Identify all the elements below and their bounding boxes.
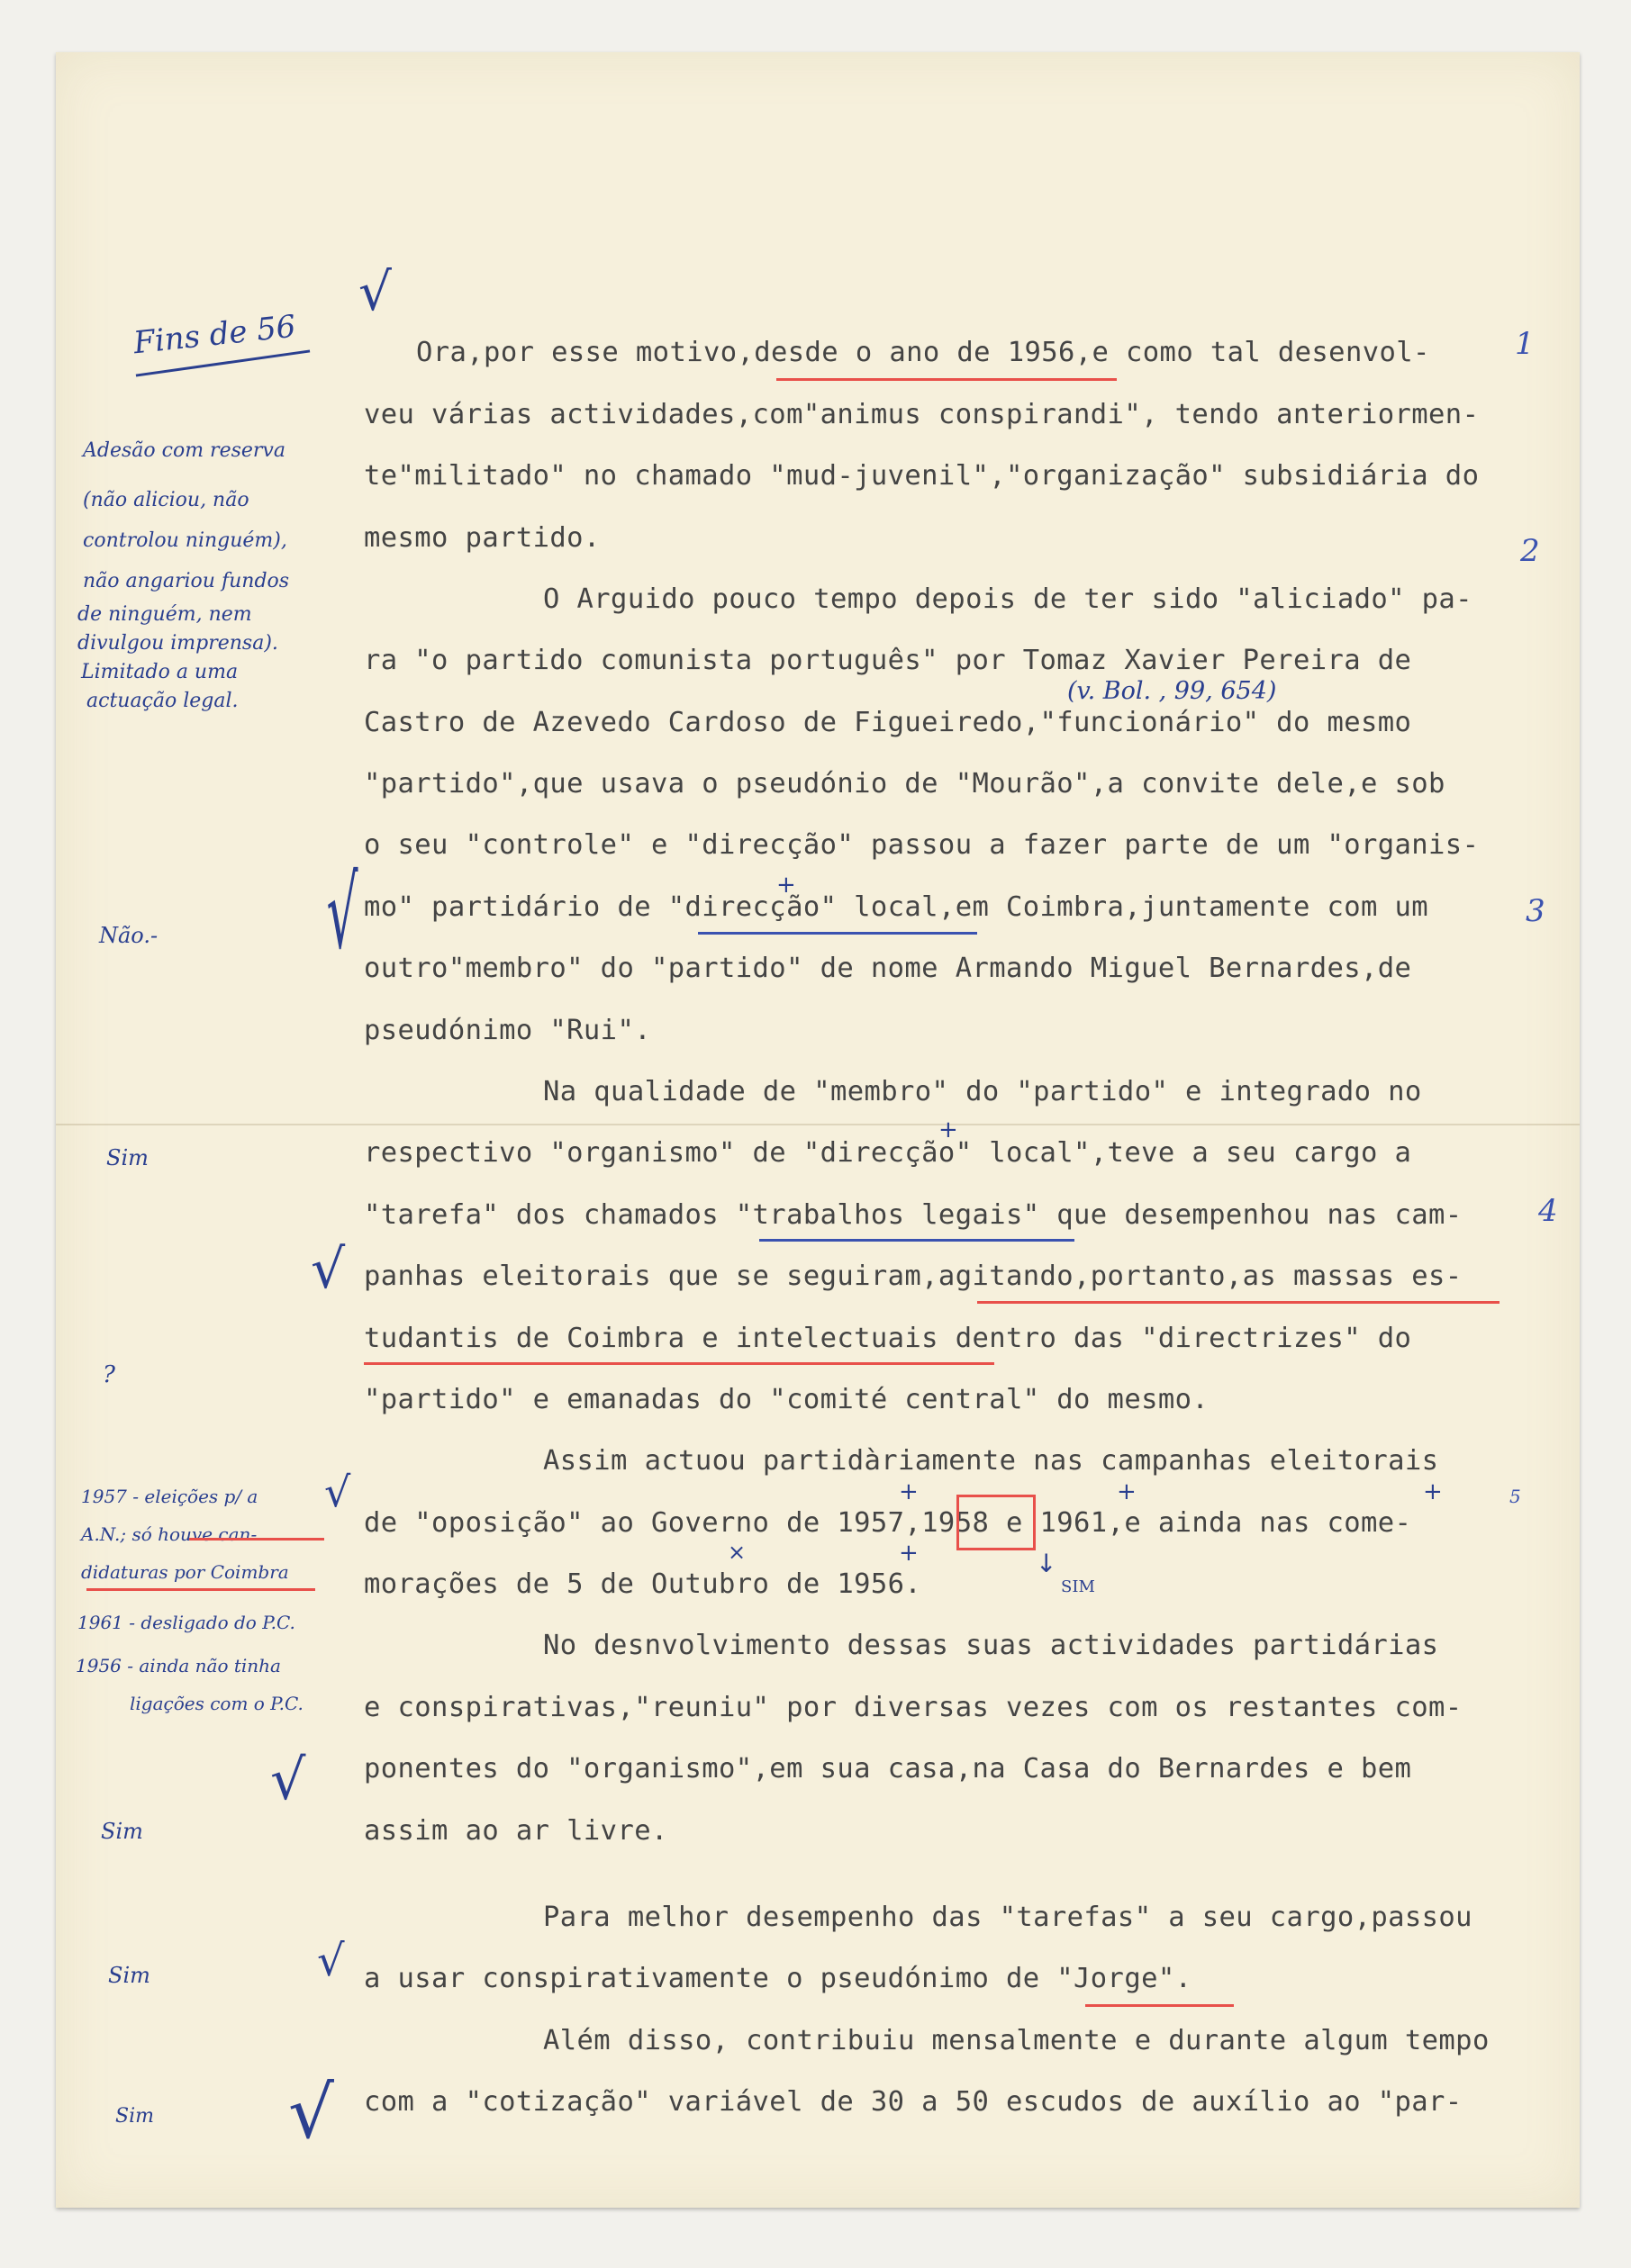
margin-nao: Não.- (99, 923, 159, 948)
body-line: Na qualidade de "membro" do "partido" e integrado no (543, 1076, 1422, 1107)
margin-note-line: não angariou fundos (83, 570, 290, 592)
body-line: ra "o partido comunista português" por Tomaz Xavier Pereira de (364, 645, 1412, 676)
body-line: mo" partidário de "direcção" local,em Coimbra,juntamente com um (364, 891, 1429, 923)
check-mark-icon: √ (324, 1468, 351, 1516)
red-underline-desde-1956 (776, 378, 1117, 381)
body-line: veu várias actividades,com"animus conspirandi", tendo anteriormen- (364, 399, 1480, 430)
body-line: o seu "controle" e "direcção" passou a fazer parte de um "organis- (364, 829, 1480, 861)
body-line: a usar conspirativamente o pseudónimo de "Jorge". (364, 1963, 1192, 1994)
body-line: ponentes do "organismo",em sua casa,na Casa do Bernardes e bem (364, 1753, 1412, 1785)
margin-note-line: A.N.; só houve can- (81, 1523, 258, 1545)
red-underline-jorge (1085, 2004, 1234, 2007)
margin-sim: Sim (101, 1819, 143, 1844)
plus-mark: + (776, 872, 796, 899)
blue-underline-direccao-local (698, 932, 977, 935)
margin-note-line: didaturas por Coimbra (81, 1561, 289, 1583)
margin-note-line: (não aliciou, não (83, 489, 249, 511)
body-line: "partido" e emanadas do "comité central" do mesmo. (364, 1384, 1210, 1415)
check-mark-icon: √ (311, 1238, 346, 1301)
body-line: te"militado" no chamado "mud-juvenil","organização" subsidiária do (364, 460, 1480, 492)
check-mark-icon: √ (317, 1936, 345, 1986)
body-line: com a "cotização" variável de 30 a 50 escudos de auxílio ao "par- (364, 2086, 1463, 2118)
paper-fold-crease (56, 1124, 1580, 1125)
body-line: Assim actuou partidàriamente nas campanhas eleitorais (543, 1445, 1439, 1477)
margin-sim: Sim (106, 1145, 149, 1170)
cross-mark: × (728, 1540, 747, 1565)
margin-note-line: Limitado a uma (81, 661, 239, 683)
plus-mark: + (1423, 1478, 1443, 1505)
paragraph-number: 2 (1520, 533, 1540, 569)
paragraph-number: 1 (1515, 326, 1535, 362)
arrow-down-icon: ↓ (1036, 1549, 1057, 1578)
body-line: "tarefa" dos chamados "trabalhos legais" que desempenhou nas cam- (364, 1199, 1463, 1231)
margin-note-line: actuação legal. (86, 690, 239, 712)
body-line: pseudónimo "Rui". (364, 1015, 651, 1046)
body-line: Ora,por esse motivo,desde o ano de 1956,e como tal desenvol- (416, 337, 1430, 368)
check-mark-icon: √ (358, 261, 392, 322)
sim-small-note: SIM (1061, 1577, 1095, 1596)
blue-underline-trabalhos-legais (759, 1239, 1074, 1242)
margin-note-line: de ninguém, nem (77, 603, 252, 626)
body-line: e conspirativas,"reuniu" por diversas vezes com os restantes com- (364, 1692, 1463, 1723)
body-line: No desnvolvimento dessas suas actividades partidárias (543, 1630, 1439, 1661)
body-line: panhas eleitorais que se seguiram,agitando,portanto,as massas es- (364, 1261, 1463, 1292)
plus-mark: + (899, 1478, 919, 1505)
plus-mark: + (1117, 1478, 1137, 1505)
body-line: Além disso, contribuiu mensalmente e durante algum tempo (543, 2025, 1490, 2056)
body-line: de "oposição" ao Governo de 1957,1958 e 1961,e ainda nas come- (364, 1507, 1412, 1539)
red-underline-candidaturas (189, 1538, 324, 1541)
body-line: Castro de Azevedo Cardoso de Figueiredo,"funcionário" do mesmo (364, 707, 1412, 738)
body-line: O Arguido pouco tempo depois de ter sido "aliciado" pa- (543, 583, 1472, 615)
paragraph-number: 3 (1526, 893, 1545, 929)
margin-note-line: Adesão com reserva (83, 439, 285, 462)
margin-note-line: ligações com o P.C. (130, 1693, 304, 1714)
body-line: Para melhor desempenho das "tarefas" a seu cargo,passou (543, 1902, 1472, 1933)
body-line: "partido",que usava o pseudónio de "Mourão",a convite dele,e sob (364, 768, 1445, 800)
body-line: respectivo "organismo" de "direcção" local",teve a seu cargo a (364, 1137, 1412, 1169)
margin-heading: Fins de 56 (131, 308, 298, 362)
body-line: morações de 5 de Outubro de 1956. (364, 1568, 922, 1600)
margin-sim: Sim (108, 1963, 150, 1988)
plus-mark: + (899, 1540, 919, 1567)
check-mark-icon: √ (270, 1747, 306, 1812)
paragraph-number: 4 (1538, 1193, 1558, 1229)
red-underline-agitando (977, 1301, 1500, 1304)
red-underline-estudantis (364, 1362, 994, 1365)
body-line: tudantis de Coimbra e intelectuais dentro das "directrizes" do (364, 1323, 1412, 1354)
plus-mark: + (938, 1116, 958, 1143)
red-underline-coimbra (86, 1588, 315, 1591)
margin-note-line: divulgou imprensa). (77, 632, 278, 655)
body-line: assim ao ar livre. (364, 1815, 668, 1847)
check-mark-icon: √ (288, 2071, 334, 2155)
body-line: outro"membro" do "partido" de nome Armando Miguel Bernardes,de (364, 953, 1412, 984)
check-mark-icon: √ (326, 855, 358, 971)
red-box-1958 (956, 1495, 1036, 1550)
margin-note-line: 1957 - eleições p/ a (81, 1486, 258, 1507)
body-line: mesmo partido. (364, 522, 601, 554)
margin-note-line: controlou ninguém), (83, 529, 287, 552)
document-page (56, 52, 1580, 2208)
paragraph-number: 5 (1509, 1486, 1521, 1507)
margin-question: ? (103, 1361, 115, 1388)
margin-note-line: 1956 - ainda não tinha (76, 1655, 281, 1676)
margin-sim: Sim (115, 2105, 154, 2128)
margin-note-line: 1961 - desligado do P.C. (77, 1612, 295, 1633)
bol-reference-note: (v. Bol. , 99, 654) (1067, 677, 1277, 705)
